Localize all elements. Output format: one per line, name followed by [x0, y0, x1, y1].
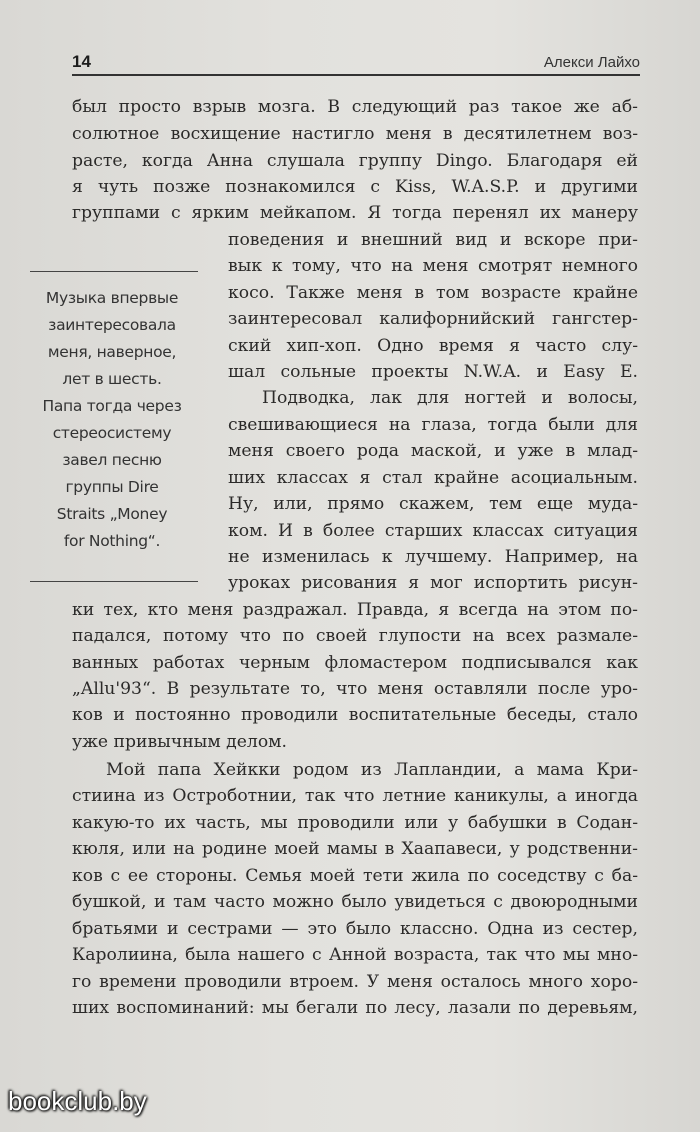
- body-line: уроках рисования я мог испортить рисун-: [228, 573, 638, 593]
- pull-quote-line: заинтересовала: [48, 316, 176, 334]
- body-line: свешивающиеся на глаза, тогда были для: [228, 415, 638, 435]
- body-line: кюля, или на родине моей мамы в Хаапавеси, у родственни-: [72, 839, 638, 859]
- pull-quote-line: for Nothing“.: [63, 532, 161, 550]
- body-line: солютное восхищение настигло меня в десятилетнем воз-: [72, 124, 638, 144]
- body-line: падался, потому что по своей глупости на всех размале-: [72, 626, 638, 646]
- body-line: ков с ее стороны. Семья моей тети жила по соседству с ба-: [72, 866, 638, 886]
- header-rule: [72, 74, 640, 76]
- pull-quote-line: лет в шесть.: [62, 370, 162, 388]
- body-line: Подводка, лак для ногтей и волосы,: [262, 388, 638, 408]
- pull-quote-top-rule: [30, 271, 198, 272]
- body-line: я чуть позже познакомился с Kiss, W.A.S.P. и другими: [72, 177, 638, 197]
- body-line: ших классах я стал крайне асоциальным.: [228, 468, 638, 488]
- pull-quote-line: группы Dire: [65, 478, 159, 496]
- pull-quote-line: Папа тогда через: [42, 397, 182, 415]
- pull-quote-line: Музыка впервые: [45, 289, 179, 307]
- body-line: Ну, или, прямо скажем, тем еще муда-: [228, 494, 638, 514]
- body-line: ки тех, кто меня раздражал. Правда, я всегда на этом по-: [72, 600, 638, 620]
- body-line: стиина из Остроботнии, так что летние каникулы, а иногда: [72, 786, 638, 806]
- pull-quote-bottom-rule: [30, 581, 198, 582]
- body-line: группами с ярким мейкапом. Я тогда перенял их манеру: [72, 203, 638, 223]
- body-line: ших воспоминаний: мы бегали по лесу, лазали по деревьям,: [72, 998, 638, 1018]
- body-line: поведения и внешний вид и вскоре при-: [228, 230, 638, 250]
- body-line: какую-то их часть, мы проводили или у бабушки в Содан-: [72, 813, 638, 833]
- body-line: Каролиина, была нашего с Анной возраста, так что мы мно-: [72, 945, 638, 965]
- body-line: ков и постоянно проводили воспитательные беседы, стало: [72, 705, 638, 725]
- body-line: „Allu'93“. В результате то, что меня оставляли после уро-: [72, 679, 638, 699]
- body-line: вык к тому, что на меня смотрят немного: [228, 256, 638, 276]
- body-line: бушкой, и там часто можно было увидеться с двоюродными: [72, 892, 638, 912]
- body-line: шал сольные проекты N.W.A. и Easy E.: [228, 362, 638, 382]
- body-line: Мой папа Хейкки родом из Лапландии, а мама Кри-: [106, 760, 638, 780]
- body-line: го времени проводили втроем. У меня осталось много хоро-: [72, 972, 638, 992]
- body-line: расте, когда Анна слушала группу Dingo. Благодаря ей: [72, 151, 638, 171]
- page-number: 14: [72, 52, 91, 71]
- pull-quote-line: меня, наверное,: [47, 343, 177, 361]
- body-line: ванных работах черным фломастером подписывался как: [72, 653, 638, 673]
- pull-quote-line: Straits „Money: [56, 505, 168, 523]
- pull-quote-line: завел песню: [62, 451, 162, 469]
- body-line: ком. И в более старших классах ситуация: [228, 521, 638, 541]
- body-line: меня своего рода маской, и уже в млад-: [228, 441, 638, 461]
- body-line: был просто взрыв мозга. В следующий раз такое же аб-: [72, 97, 638, 117]
- body-line: братьями и сестрами — это было классно. Одна из сестер,: [72, 919, 638, 939]
- body-line: заинтересовал калифорнийский гангстер-: [228, 309, 638, 329]
- body-line: косо. Также меня в том возрасте крайне: [228, 283, 638, 303]
- watermark: bookclub.by: [8, 1086, 147, 1116]
- body-line: ский хип-хоп. Одно время я часто слу-: [228, 336, 638, 356]
- body-line: уже привычным делом.: [72, 732, 288, 752]
- body-line: не изменилась к лучшему. Например, на: [228, 547, 638, 567]
- pull-quote-line: стереосистему: [52, 424, 172, 442]
- running-head-author: Алекси Лайхо: [543, 54, 640, 71]
